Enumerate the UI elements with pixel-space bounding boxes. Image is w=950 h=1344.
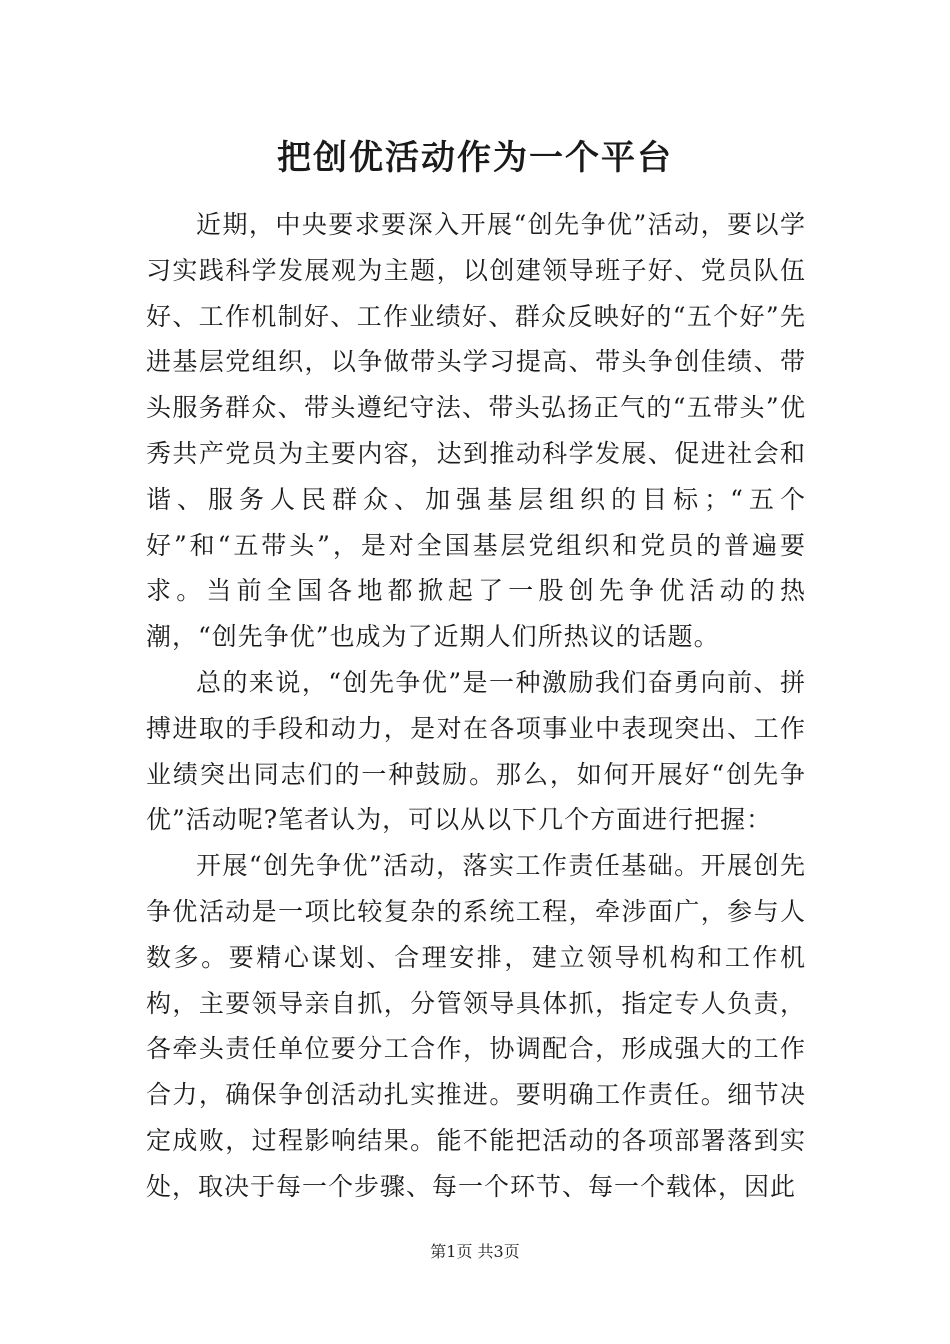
document-title: 把创优活动作为一个平台 — [277, 138, 673, 178]
paragraph-2: 总的来说，“创先争优”是一种激励我们奋勇向前、拼搏进取的手段和动力，是对在各项事业中表现突出、工作业绩突出同志们的一种鼓励。那么，如何开展好“创先争优”活动呢?笔者认为，可以从以下几个方面进行把握： — [146, 667, 806, 835]
paragraph-1: 近期，中央要求要深入开展“创先争优”活动，要以学习实践科学发展观为主题，以创建领导班子好、党员队伍好、工作机制好、工作业绩好、群众反映好的“五个好”先进基层党组织，以争做带头学习提高、带头争创佳绩、带头服务群众、带头遵纪守法、带头弘扬正气的“五带头”优秀共产党员为主要内容，达到推动科学发展、促进社会和谐、服务人民群众、加强基层组织的目标；“五个好”和“五带头”，是对全国基层党组织和党员的普遍要求。当前全国各地都掀起了一股创先争优活动的热潮，“创先争优”也成为了近期人们所热议的话题。 — [146, 210, 806, 652]
paragraph-3: 开展“创先争优”活动，落实工作责任基础。开展创先争优活动是一项比较复杂的系统工程，牵涉面广，参与人数多。要精心谋划、合理安排，建立领导机构和工作机构，主要领导亲自抓，分管领导具体抓，指定专人负责，各牵头责任单位要分工合作，协调配合，形成强大的工作合力，确保争创活动扎实推进。要明确工作责任。细节决定成败，过程影响结果。能不能把活动的各项部署落到实处，取决于每一个步骤、每一个环节、每一个载体，因此 — [146, 851, 806, 1201]
document-body — [146, 202, 806, 1210]
page-number-footer: 第1页 共3页 — [430, 1242, 520, 1261]
